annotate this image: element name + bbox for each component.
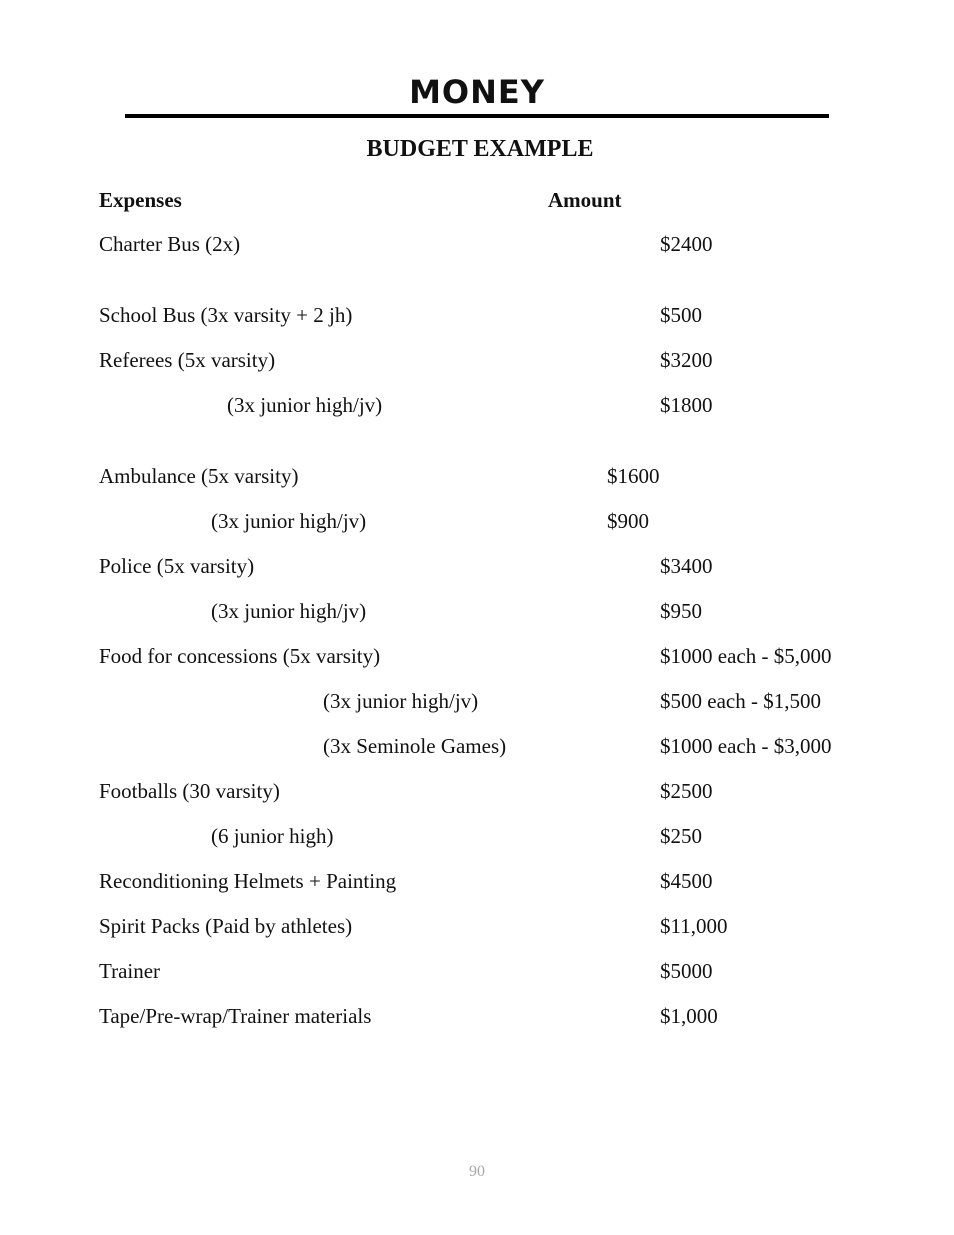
expense-sublabel: (3x junior high/jv) (227, 393, 383, 417)
expense-amount: $500 (660, 303, 702, 327)
expense-amount: $1000 each - $5,000 (660, 644, 832, 668)
expense-amount: $5000 (660, 959, 713, 983)
expense-amount: $3400 (660, 554, 713, 578)
title-underline (125, 114, 829, 118)
expense-amount: $11,000 (660, 914, 728, 938)
expense-label: Spirit Packs (Paid by athletes) (99, 914, 353, 938)
expense-sublabel: (3x junior high/jv) (323, 689, 479, 713)
expense-sublabel: (3x Seminole Games) (323, 734, 507, 758)
expense-amount: $950 (660, 599, 702, 623)
expense-amount: $1000 each - $3,000 (660, 734, 832, 758)
expense-sublabel: (3x junior high/jv) (211, 509, 367, 533)
expense-amount: $250 (660, 824, 702, 848)
expense-sublabel: (6 junior high) (211, 824, 334, 848)
expense-amount: $2400 (660, 232, 713, 256)
expense-label: Footballs (30 varsity) (99, 779, 280, 803)
expense-label: Charter Bus (2x) (99, 232, 241, 256)
expense-sublabel: (3x junior high/jv) (211, 599, 367, 623)
expense-label: Tape/Pre-wrap/Trainer materials (99, 1004, 372, 1028)
expense-amount: $3200 (660, 348, 713, 372)
expense-label: Food for concessions (5x varsity) (99, 644, 381, 668)
expense-amount: $900 (607, 509, 649, 533)
expense-amount: $2500 (660, 779, 713, 803)
section-subtitle: BUDGET EXAMPLE (366, 136, 594, 162)
expenses-column-header: Expenses (99, 188, 182, 212)
expense-label: Referees (5x varsity) (99, 348, 276, 372)
expense-label: Reconditioning Helmets + Painting (99, 869, 397, 893)
expense-amount: $1,000 (660, 1004, 718, 1028)
expense-amount: $1600 (607, 464, 660, 488)
amount-column-header: Amount (548, 188, 622, 212)
expense-amount: $1800 (660, 393, 713, 417)
expense-amount: $500 each - $1,500 (660, 689, 821, 713)
page-number: 90 (469, 1163, 485, 1180)
expense-label: School Bus (3x varsity + 2 jh) (99, 303, 353, 327)
page-title: MONEY (409, 73, 545, 111)
expense-label: Trainer (99, 959, 161, 983)
expense-label: Ambulance (5x varsity) (99, 464, 299, 488)
expense-amount: $4500 (660, 869, 713, 893)
expense-label: Police (5x varsity) (99, 554, 255, 578)
